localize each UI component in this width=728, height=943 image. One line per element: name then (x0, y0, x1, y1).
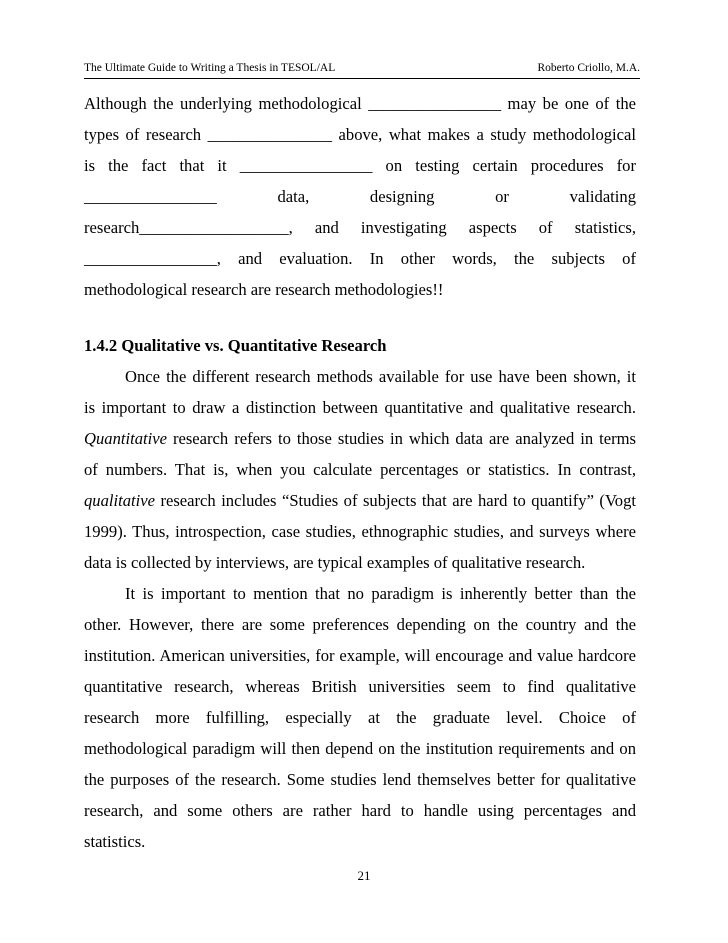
text-line: research__________________, and investigating aspects of statistics, (84, 218, 636, 237)
text-line: quantitative research, whereas British universities seem to find qualitative (84, 677, 636, 696)
text-line: ________________, and evaluation. In other words, the subjects of (84, 249, 636, 268)
text-line: institution. American universities, for example, will encourage and value hardcore (84, 646, 636, 665)
text-line: other. However, there are some preferences depending on the country and the (84, 615, 636, 634)
text-line: It is important to mention that no paradigm is inherently better than the (125, 584, 636, 603)
section-heading: 1.4.2 Qualitative vs. Quantitative Research (84, 336, 387, 355)
text-line: Once the different research methods available for use have been shown, it (125, 367, 636, 386)
page-number: 21 (357, 868, 371, 883)
text-line: the purposes of the research. Some studies lend themselves better for qualitative (84, 770, 636, 789)
running-header (84, 58, 640, 79)
paragraph-qual-vs-quant (84, 361, 636, 578)
paragraph-paradigm (84, 578, 636, 857)
text-line: Although the underlying methodological ________________ may be one of the (84, 94, 636, 113)
header-title: The Ultimate Guide to Writing a Thesis in TESOL/AL (84, 62, 336, 74)
text-line: 1999). Thus, introspection, case studies, ethnographic studies, and surveys where (84, 522, 636, 541)
text-line: Quantitative research refers to those studies in which data are analyzed in terms (84, 429, 636, 448)
text-line: types of research _______________ above, what makes a study methodological (84, 125, 636, 144)
text-line: statistics. (84, 832, 146, 851)
text-line: is important to draw a distinction between quantitative and qualitative research. (84, 398, 636, 417)
text-line: qualitative research includes “Studies of subjects that are hard to quantify” (Vogt (84, 491, 636, 510)
text-line: research, and some others are rather hard to handle using percentages and (84, 801, 636, 820)
text-line: ________________ data, designing or validating (84, 187, 636, 206)
text-line: data is collected by interviews, are typical examples of qualitative research. (84, 553, 586, 572)
text-line: methodological research are research methodologies!! (84, 280, 444, 299)
text-line: research more fulfilling, especially at the graduate level. Choice of (84, 708, 636, 727)
emphasis-qualitative: qualitative (84, 491, 155, 510)
page-body (84, 88, 636, 857)
text-line: of numbers. That is, when you calculate percentages or statistics. In contrast, (84, 460, 636, 479)
emphasis-quantitative: Quantitative (84, 429, 167, 448)
text-line: is the fact that it ________________ on testing certain procedures for (84, 156, 636, 175)
text-line: methodological paradigm will then depend on the institution requirements and on (84, 739, 636, 758)
paragraph-methodological (84, 88, 636, 305)
header-author: Roberto Criollo, M.A. (537, 62, 640, 74)
